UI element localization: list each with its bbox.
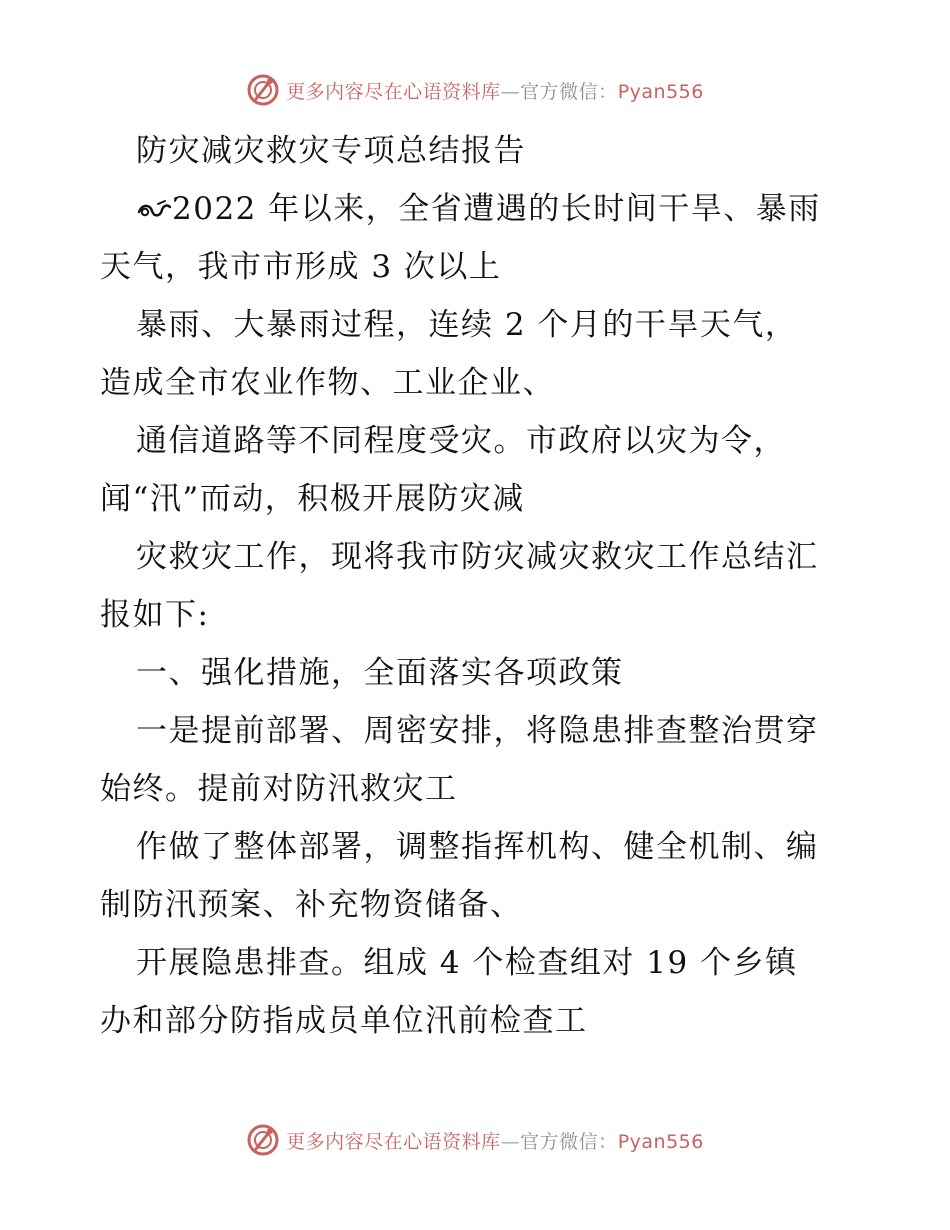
paragraph-text: 2022 年以来，全省遭遇的长时间干旱、暴雨 xyxy=(172,191,821,227)
paragraph-line: 开展隐患排查。组成 4 个检查组对 19 个乡镇 xyxy=(136,945,798,981)
paragraph-line: 造成全市农业作物、工业企业、 xyxy=(100,365,555,401)
paragraph-line: 天气，我市市形成 3 次以上 xyxy=(100,249,502,285)
footer-wechat-id: Pyan556 xyxy=(617,1130,704,1153)
document-body xyxy=(100,122,860,1050)
footer-main-text: 更多内容尽在心语资料库 xyxy=(286,1130,501,1153)
header-banner xyxy=(0,70,950,110)
footer-separator: — xyxy=(500,1130,521,1153)
paragraph-line: 灾救灾工作，现将我市防灾减灾救灾工作总结汇 xyxy=(136,539,819,575)
paragraph-line: 暴雨、大暴雨过程，连续 2 个月的干旱天气， xyxy=(136,307,798,343)
header-label: 官方微信： xyxy=(520,80,618,103)
paragraph-line xyxy=(100,180,860,238)
paragraph-line: 作做了整体部署，调整指挥机构、健全机制、编 xyxy=(136,829,819,865)
paragraph-line: 通信道路等不同程度受灾。市政府以灾为令， xyxy=(136,423,786,459)
footer-banner xyxy=(0,1120,950,1160)
paragraph-line: 闻“汛”而动，积极开展防灾减 xyxy=(100,481,525,517)
header-main-text: 更多内容尽在心语资料库 xyxy=(286,80,501,103)
header-separator: — xyxy=(500,80,521,103)
seal-logo-icon xyxy=(246,73,280,107)
paragraph-line: 报如下: xyxy=(100,597,210,633)
section-heading: 一、强化措施，全面落实各项政策 xyxy=(136,655,624,691)
footer-label: 官方微信： xyxy=(520,1130,618,1153)
paragraph-line: 制防汛预案、补充物资储备、 xyxy=(100,887,523,923)
header-wechat-id: Pyan556 xyxy=(617,80,704,103)
paragraph-line: 始终。提前对防汛救灾工 xyxy=(100,771,458,807)
paragraph-line: 办和部分防指成员单位汛前检查工 xyxy=(100,1003,588,1039)
header-text xyxy=(286,77,704,104)
document-title: 防灾减灾救灾专项总结报告 xyxy=(136,133,526,169)
paragraph-line: 一是提前部署、周密安排，将隐患排查整治贯穿 xyxy=(136,713,819,749)
footer-text xyxy=(286,1127,704,1154)
decorative-mark-icon xyxy=(136,198,172,222)
seal-logo-icon xyxy=(246,1123,280,1157)
